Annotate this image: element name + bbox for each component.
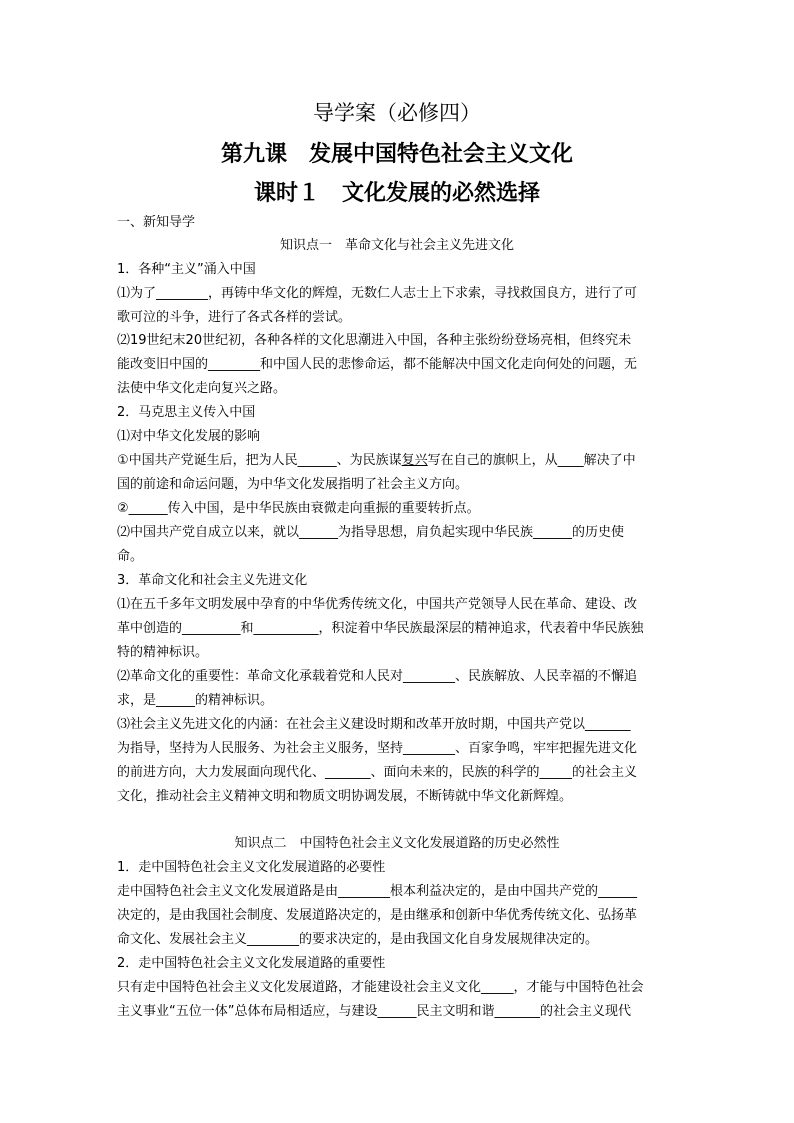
- text-line: ⑵中国共产党自成立以来，就以______为指导思想，肩负起实现中华民族______的历史使: [117, 525, 625, 540]
- text-line: 决定的，是由我国社会制度、发展道路决定的，是由继承和创新中华优秀传统文化、弘扬革: [117, 908, 638, 923]
- text-line: 法使中华文化走向复兴之路。: [117, 381, 287, 396]
- paragraph-heading: 1．各种“主义”涌入中国: [117, 262, 256, 277]
- text-line: 命。: [117, 549, 144, 564]
- knowledge-point-2-title: 知识点二 中国特色社会主义文化发展道路的历史必然性: [234, 836, 560, 851]
- text-line: 的前进方向，大力发展面向现代化、_______、面向未来的，民族的科学的_____的社会主义: [117, 765, 638, 780]
- document-title: 导学案（必修四）: [313, 101, 481, 125]
- text-line: ⑵19世纪末20世纪初，各种各样的文化思潮进入中国，各种主张纷纷登场亮相，但终究未: [117, 333, 632, 348]
- text-line: 主义事业“五位一体”总体布局相适应，与建设______民主文明和谐_______的社会主义现代: [117, 1004, 631, 1019]
- section-heading: 一、新知导学: [117, 215, 196, 230]
- text-line: 国的前途和命运问题，为中华文化发展指明了社会主义方向。: [117, 477, 469, 492]
- knowledge-point-1-title: 知识点一 革命文化与社会主义先进文化: [279, 238, 514, 253]
- paragraph-heading: 3．革命文化和社会主义先进文化: [117, 573, 308, 588]
- text-line: 走中国特色社会主义文化发展道路是由________根本利益决定的，是由中国共产党的______: [117, 884, 638, 899]
- text-line: ⑴在五千多年文明发展中孕育的中华优秀传统文化，中国共产党领导人民在革命、建设、改: [117, 597, 638, 612]
- text-line: 文化，推动社会主义精神文明和物质文明协调发展，不断铸就中华文化新辉煌。: [117, 789, 573, 804]
- paragraph-heading: 2．马克思主义传入中国: [117, 405, 256, 420]
- text-line: 歌可泣的斗争，进行了各式各样的尝试。: [117, 310, 352, 325]
- text-line: ⑵革命文化的重要性：革命文化承载着党和人民对________、民族解放、人民幸福的不懈追: [117, 669, 638, 684]
- lesson-title: 第九课 发展中国特色社会主义文化: [220, 142, 573, 167]
- text-line: ⑴为了________，再铸中华文化的辉煌，无数仁人志士上下求索，寻找救国良方，进行了可: [117, 286, 638, 301]
- text-line: [117, 450, 697, 472]
- text-line: 特的精神标识。: [117, 645, 209, 660]
- text-line: 能改变旧中国的________和中国人民的悲惨命运，都不能解决中国文化走向何处的问题，无: [117, 357, 638, 372]
- text-segment: 写在自己的旗帜上，从____解决了中: [427, 453, 636, 468]
- text-line: 命文化、发展社会主义________的要求决定的，是由我国文化自身发展规律决定的。: [117, 932, 599, 947]
- text-line: 为指导，坚持为人民服务、为社会主义服务，坚持________、百家争鸣，牢牢把握先进文化: [117, 741, 638, 756]
- text-line: 革中创造的_________和__________，积淀着中华民族最深层的精神追求，代表着中华民族独: [117, 621, 644, 636]
- text-line: ⑴对中华文化发展的影响: [117, 429, 261, 444]
- text-segment: ①中国共产党诞生后，把为人民______、为民族谋: [117, 453, 402, 468]
- underlined-text: 复兴: [401, 453, 428, 468]
- text-line: 求，是______的精神标识。: [117, 693, 274, 708]
- paragraph-heading: 1．走中国特色社会主义文化发展道路的必要性: [117, 860, 386, 875]
- text-line: 只有走中国特色社会主义文化发展道路，才能建设社会主义文化_____，才能与中国特色社会: [117, 980, 644, 995]
- text-line: ②______传入中国，是中华民族由衰微走向重振的重要转折点。: [117, 501, 480, 516]
- text-line: ⑶社会主义先进文化的内涵：在社会主义建设时期和改革开放时期，中国共产党以_______: [117, 717, 631, 732]
- period-title: 课时１ 文化发展的必然选择: [253, 181, 540, 206]
- paragraph-heading: 2．走中国特色社会主义文化发展道路的重要性: [117, 956, 386, 971]
